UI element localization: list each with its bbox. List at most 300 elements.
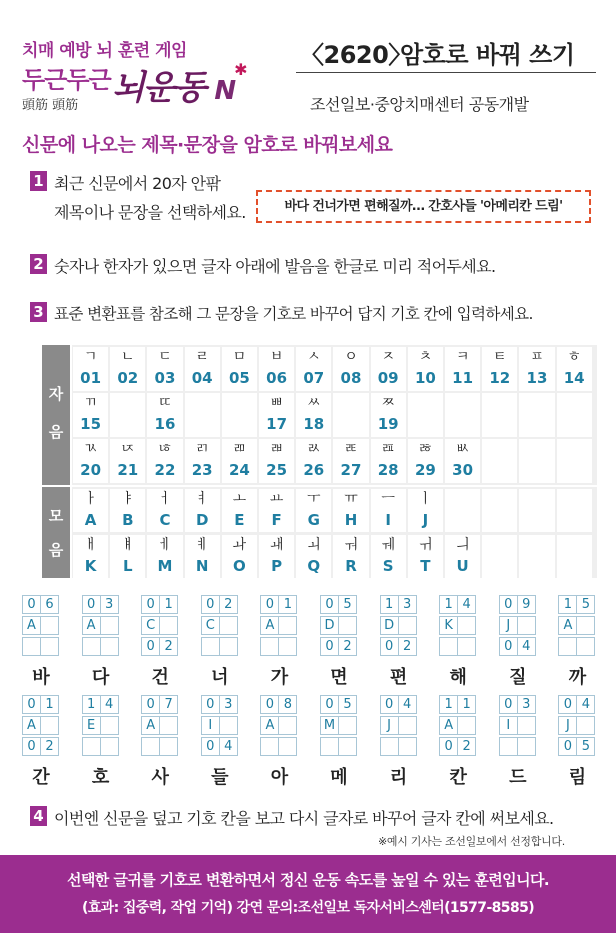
code-input-box[interactable]: J: [380, 716, 399, 735]
vowel-code: P: [271, 557, 283, 575]
answer-column: [141, 693, 179, 788]
code-input-box[interactable]: 1: [82, 695, 101, 714]
code-input-box[interactable]: [457, 637, 476, 656]
code-input-box[interactable]: 4: [398, 695, 417, 714]
code-input-box[interactable]: J: [558, 716, 577, 735]
code-input-box[interactable]: [159, 616, 178, 635]
brand-logo-main-text: 뇌운동: [112, 68, 205, 108]
consonant-code: 10: [414, 369, 436, 387]
code-input-box[interactable]: 6: [40, 595, 59, 614]
vowel-jamo: ㅠ: [344, 491, 358, 507]
code-input-box[interactable]: M: [320, 716, 339, 735]
code-input-box[interactable]: 0: [380, 695, 399, 714]
code-input-box[interactable]: 0: [320, 695, 339, 714]
step-1-line1: 최근 신문에서 20자 안팎: [54, 174, 221, 193]
consonant-code: 08: [340, 369, 362, 387]
code-box-row: [439, 716, 476, 735]
consonant-jamo: [110, 393, 145, 413]
code-input-box[interactable]: [439, 637, 458, 656]
answer-column: [320, 593, 358, 688]
code-input-box[interactable]: [320, 737, 339, 756]
code-input-box[interactable]: 4: [576, 695, 595, 714]
consonant-code: [408, 413, 443, 435]
consonant-code: 11: [452, 369, 474, 387]
code-input-box[interactable]: 0: [439, 737, 458, 756]
vowel-code: S: [382, 557, 394, 575]
code-box-row: [22, 716, 59, 735]
code-input-box[interactable]: A: [260, 616, 279, 635]
consonant-code: [557, 459, 592, 481]
code-box-row: [82, 737, 119, 756]
vowel-jamo: ㅗ: [232, 491, 247, 507]
consonant-jamo: ㅀ: [418, 441, 433, 457]
step-1-number: 1: [30, 171, 47, 191]
code-input-box[interactable]: [40, 616, 59, 635]
code-input-box[interactable]: 1: [439, 595, 458, 614]
puzzle-title: 암호로 바꿔 쓰기: [400, 41, 575, 69]
code-input-box[interactable]: 1: [278, 595, 297, 614]
code-input-box[interactable]: 0: [22, 695, 41, 714]
consonant-jamo: [557, 393, 592, 413]
code-box-row: [439, 616, 476, 635]
code-input-box[interactable]: 0: [558, 737, 577, 756]
answer-character: 질: [509, 667, 527, 688]
code-box-row: [201, 595, 238, 614]
vowel-code: [519, 509, 554, 531]
answer-character: 아: [270, 767, 289, 788]
code-input-box[interactable]: [278, 637, 297, 656]
vowel-jamo: [445, 489, 480, 509]
code-input-box[interactable]: A: [22, 716, 41, 735]
code-box-row: [141, 637, 178, 656]
code-input-box[interactable]: [40, 637, 59, 656]
code-input-box[interactable]: 1: [558, 595, 577, 614]
consonant-code: 16: [154, 415, 176, 433]
code-box-row: [558, 637, 595, 656]
answer-character: 간: [32, 767, 50, 788]
consonant-code: 04: [191, 369, 213, 387]
consonant-jamo: ㅁ: [232, 349, 247, 365]
code-input-box[interactable]: [40, 716, 59, 735]
code-input-box[interactable]: [517, 737, 536, 756]
code-input-box[interactable]: [278, 737, 297, 756]
code-input-box[interactable]: 1: [40, 695, 59, 714]
code-box-row: [201, 616, 238, 635]
vowel-code: J: [422, 511, 429, 529]
vowel-label-1: 모: [48, 507, 64, 525]
vowel-code: D: [195, 511, 209, 529]
code-input-box[interactable]: 4: [517, 637, 536, 656]
code-input-box[interactable]: [398, 737, 417, 756]
header: [0, 0, 616, 128]
vowel-jamo: [482, 535, 517, 555]
code-input-box[interactable]: [219, 616, 238, 635]
vowel-code: N: [195, 557, 209, 575]
vowel-jamo: ㅚ: [307, 537, 321, 553]
consonant-label-2: 음: [48, 423, 64, 441]
code-input-box[interactable]: 2: [457, 737, 476, 756]
code-input-box[interactable]: 2: [40, 737, 59, 756]
code-input-box[interactable]: 0: [320, 595, 339, 614]
vowel-code: A: [84, 511, 97, 529]
code-input-box[interactable]: 0: [141, 695, 160, 714]
code-input-box[interactable]: [219, 716, 238, 735]
consonant-jamo: [185, 393, 220, 413]
code-box-row: [558, 616, 595, 635]
code-input-box[interactable]: 0: [380, 637, 399, 656]
consonant-jamo: ㅈ: [381, 349, 395, 365]
vowel-code: [519, 555, 554, 577]
code-input-box[interactable]: 5: [576, 595, 595, 614]
consonant-code: [482, 459, 517, 481]
vowel-code: U: [456, 557, 469, 575]
code-input-box[interactable]: [159, 737, 178, 756]
vowel-code: E: [234, 511, 245, 529]
code-input-box[interactable]: 2: [159, 637, 178, 656]
code-input-box[interactable]: 0: [558, 695, 577, 714]
vowel-jamo: ㅜ: [307, 491, 321, 507]
answer-character: 들: [211, 767, 229, 788]
code-box-row: [380, 637, 417, 656]
code-input-box[interactable]: [338, 716, 357, 735]
code-input-box[interactable]: C: [201, 616, 220, 635]
step-3-number: 3: [30, 302, 47, 322]
consonant-jamo: ㄺ: [195, 441, 209, 457]
consonant-code: 09: [377, 369, 399, 387]
code-input-box[interactable]: 5: [338, 695, 357, 714]
consonant-code: 26: [303, 461, 325, 479]
consonant-code: [519, 459, 554, 481]
code-input-box[interactable]: 0: [201, 737, 220, 756]
code-input-box[interactable]: 5: [338, 595, 357, 614]
code-box-row: [380, 595, 417, 614]
code-input-box[interactable]: [219, 637, 238, 656]
code-input-box[interactable]: 0: [320, 637, 339, 656]
consonant-code: 13: [526, 369, 548, 387]
code-input-box[interactable]: [398, 616, 417, 635]
consonant-jamo: ㅍ: [530, 349, 544, 365]
vowel-jamo: ㅟ: [418, 537, 433, 553]
code-box-row: [141, 616, 178, 635]
consonant-code: 30: [452, 461, 474, 479]
brand-logo-hanja: 頭筋 頭筋: [22, 98, 79, 113]
code-box-row: [320, 637, 357, 656]
code-input-box[interactable]: 0: [499, 695, 518, 714]
code-input-box[interactable]: [517, 616, 536, 635]
code-input-box[interactable]: 8: [278, 695, 297, 714]
code-input-box[interactable]: 2: [338, 637, 357, 656]
code-input-box[interactable]: A: [439, 716, 458, 735]
consonant-jamo: ㅂ: [269, 349, 284, 365]
vowel-code: [482, 555, 517, 577]
answer-column: [380, 593, 418, 688]
vowel-code: C: [159, 511, 171, 529]
code-input-box[interactable]: 2: [219, 595, 238, 614]
answer-column: [82, 693, 120, 788]
code-box-row: [499, 695, 536, 714]
answer-character: 다: [91, 667, 110, 688]
code-input-box[interactable]: [278, 716, 297, 735]
answer-column: [558, 693, 596, 788]
code-box-row: [320, 716, 357, 735]
code-box-row: [22, 695, 59, 714]
code-box-row: [260, 616, 297, 635]
vowel-code: M: [157, 557, 173, 575]
code-input-box[interactable]: [576, 716, 595, 735]
code-box-row: [141, 716, 178, 735]
vowel-jamo: [557, 489, 592, 509]
code-input-box[interactable]: 0: [141, 637, 160, 656]
code-box-row: [201, 637, 238, 656]
consonant-code: [110, 413, 145, 435]
code-input-box[interactable]: [576, 637, 595, 656]
answer-column: [22, 693, 60, 788]
code-input-box[interactable]: 2: [398, 637, 417, 656]
code-input-box[interactable]: A: [22, 616, 41, 635]
sparkle-icon: ✱: [234, 60, 246, 79]
answer-character: 바: [32, 667, 50, 688]
footer-line-2: (효과: 집중력, 작업 기억) 강연 문의:조선일보 독자서비스센터(1577-8585): [81, 900, 535, 916]
consonant-jamo: ㅅ: [307, 349, 321, 365]
consonant-jamo: ㄲ: [83, 395, 98, 411]
answer-column: [439, 693, 477, 788]
code-box-row: [380, 737, 417, 756]
code-input-box[interactable]: 3: [517, 695, 536, 714]
code-input-box[interactable]: [457, 716, 476, 735]
consonant-jamo: [519, 439, 554, 459]
code-box-row: [380, 616, 417, 635]
code-input-box[interactable]: [576, 616, 595, 635]
code-input-box[interactable]: [201, 637, 220, 656]
code-input-box[interactable]: [260, 737, 279, 756]
code-input-box[interactable]: 1: [457, 695, 476, 714]
code-input-box[interactable]: A: [141, 716, 160, 735]
consonant-code: [333, 413, 368, 435]
code-input-box[interactable]: I: [201, 716, 220, 735]
code-input-box[interactable]: [517, 716, 536, 735]
code-box-row: [141, 737, 178, 756]
vowel-jamo: ㅣ: [418, 491, 433, 507]
code-box-row: [320, 616, 357, 635]
brand-tagline: 치매 예방 뇌 훈련 게임: [22, 41, 187, 61]
consonant-jamo: [445, 393, 480, 413]
answer-character: 림: [568, 767, 587, 788]
vowel-jamo: [519, 535, 554, 555]
consonant-jamo: [557, 439, 592, 459]
code-input-box[interactable]: A: [558, 616, 577, 635]
consonant-jamo: ㄵ: [121, 441, 135, 457]
code-input-box[interactable]: 3: [398, 595, 417, 614]
code-input-box[interactable]: K: [439, 616, 458, 635]
code-input-box[interactable]: [499, 737, 518, 756]
vowel-jamo: [557, 535, 592, 555]
code-input-box[interactable]: [260, 637, 279, 656]
code-input-box[interactable]: [141, 737, 160, 756]
code-box-row: [499, 637, 536, 656]
consonant-code: 25: [266, 461, 288, 479]
consonant-code: [222, 413, 257, 435]
code-input-box[interactable]: 0: [82, 595, 101, 614]
code-input-box[interactable]: [82, 737, 101, 756]
code-input-box[interactable]: 0: [141, 595, 160, 614]
code-input-box[interactable]: 3: [219, 695, 238, 714]
code-input-box[interactable]: [22, 637, 41, 656]
consonant-code: 24: [228, 461, 250, 479]
answer-column: [499, 693, 537, 788]
code-input-box[interactable]: [380, 737, 399, 756]
vowel-code: L: [123, 557, 133, 575]
code-box-row: [82, 637, 119, 656]
vowel-jamo: ㅖ: [195, 537, 209, 553]
code-input-box[interactable]: 0: [22, 595, 41, 614]
code-box-row: [558, 595, 595, 614]
consonant-jamo: ㄾ: [344, 441, 358, 457]
code-input-box[interactable]: A: [260, 716, 279, 735]
consonant-jamo: ㅆ: [307, 395, 321, 411]
consonant-code: 20: [80, 461, 102, 479]
code-input-box[interactable]: 0: [260, 595, 279, 614]
consonant-code: [185, 413, 220, 435]
code-box-row: [260, 695, 297, 714]
consonant-code: 06: [266, 369, 288, 387]
code-input-box[interactable]: [100, 637, 119, 656]
code-input-box[interactable]: 1: [159, 595, 178, 614]
code-box-row: [499, 595, 536, 614]
consonant-jamo: ㄷ: [158, 349, 172, 365]
answer-column: [201, 693, 239, 788]
conversion-table: [42, 345, 597, 578]
code-input-box[interactable]: [278, 616, 297, 635]
consonant-code: 19: [377, 415, 399, 433]
vowel-jamo: ㅕ: [195, 491, 209, 507]
code-input-box[interactable]: [159, 716, 178, 735]
consonant-code: 02: [117, 369, 139, 387]
code-input-box[interactable]: 4: [100, 695, 119, 714]
consonant-code: 15: [80, 415, 102, 433]
consonant-code: 01: [80, 369, 102, 387]
code-input-box[interactable]: 4: [219, 737, 238, 756]
consonant-jamo: ㅌ: [493, 349, 507, 365]
code-box-row: [558, 695, 595, 714]
code-box-row: [499, 716, 536, 735]
step-4-number: 4: [30, 806, 47, 826]
vowel-jamo: ㅒ: [121, 537, 135, 553]
consonant-code: [445, 413, 480, 435]
code-box-row: [82, 716, 119, 735]
consonant-code: 27: [340, 461, 362, 479]
code-input-box[interactable]: 3: [100, 595, 119, 614]
answer-character: 메: [330, 767, 348, 788]
answer-character: 건: [151, 667, 169, 688]
code-box-row: [439, 595, 476, 614]
code-input-box[interactable]: 1: [380, 595, 399, 614]
code-input-box[interactable]: 0: [201, 595, 220, 614]
code-input-box[interactable]: [457, 616, 476, 635]
code-input-box[interactable]: D: [320, 616, 339, 635]
code-input-box[interactable]: E: [82, 716, 101, 735]
code-box-row: [82, 695, 119, 714]
consonant-jamo: ㄼ: [269, 441, 284, 457]
code-box-row: [558, 737, 595, 756]
vowel-code: B: [122, 511, 134, 529]
consonant-jamo: ㄱ: [83, 349, 98, 365]
code-input-box[interactable]: J: [499, 616, 518, 635]
code-input-box[interactable]: D: [380, 616, 399, 635]
vowel-code: [557, 555, 592, 577]
vowel-code: I: [385, 511, 391, 529]
code-input-box[interactable]: 4: [457, 595, 476, 614]
code-input-box[interactable]: 0: [499, 595, 518, 614]
code-input-box[interactable]: 0: [499, 637, 518, 656]
code-input-box[interactable]: [100, 716, 119, 735]
answer-column: [201, 593, 239, 688]
code-input-box[interactable]: 0: [201, 695, 220, 714]
code-input-box[interactable]: 0: [22, 737, 41, 756]
code-input-box[interactable]: 1: [439, 695, 458, 714]
vowel-jamo: ㅡ: [381, 491, 395, 507]
code-box-row: [260, 595, 297, 614]
vowel-jamo: ㅞ: [381, 537, 395, 553]
consonant-jamo: ㅋ: [455, 349, 470, 365]
brand-logo-main: [112, 60, 246, 109]
code-input-box[interactable]: [338, 737, 357, 756]
code-box-row: [260, 716, 297, 735]
consonant-code: 05: [228, 369, 250, 387]
table-cells: [72, 345, 597, 578]
step-1-line2: 제목이나 문장을 선택하세요.: [54, 203, 246, 222]
code-box-row: [201, 737, 238, 756]
step-4-text: 이번엔 신문을 덮고 기호 칸을 보고 다시 글자로 바꾸어 글자 칸에 써보세요.: [54, 809, 554, 828]
code-input-box[interactable]: C: [141, 616, 160, 635]
code-input-box[interactable]: I: [499, 716, 518, 735]
code-box-row: [499, 737, 536, 756]
consonant-code: 12: [489, 369, 511, 387]
consonant-jamo: ㅇ: [344, 349, 358, 365]
code-input-box[interactable]: [82, 637, 101, 656]
code-input-box[interactable]: 0: [260, 695, 279, 714]
vowel-code: H: [344, 511, 358, 529]
code-input-box[interactable]: 7: [159, 695, 178, 714]
consonant-code: 23: [191, 461, 213, 479]
answer-column: [141, 593, 179, 688]
code-input-box[interactable]: [100, 737, 119, 756]
answer-area: [22, 593, 597, 793]
vowel-jamo: ㅓ: [158, 491, 172, 507]
code-input-box[interactable]: [558, 637, 577, 656]
answer-character: 편: [389, 667, 408, 688]
consonant-jamo: [519, 393, 554, 413]
vowel-code: [482, 509, 517, 531]
answer-character: 해: [449, 667, 467, 688]
consonant-jamo: ㅃ: [269, 395, 284, 411]
code-input-box[interactable]: A: [82, 616, 101, 635]
code-input-box[interactable]: 9: [517, 595, 536, 614]
answer-character: 리: [389, 767, 408, 788]
code-input-box[interactable]: 5: [576, 737, 595, 756]
consonant-jamo: ㄽ: [307, 441, 321, 457]
code-box-row: [558, 716, 595, 735]
code-input-box[interactable]: [398, 716, 417, 735]
code-box-row: [22, 737, 59, 756]
vowel-label-2: 음: [48, 541, 64, 559]
footer-line-1: 선택한 글귀를 기호로 변환하면서 정신 운동 속도를 높일 수 있는 훈련입니다.: [67, 871, 549, 889]
answer-column: [558, 593, 596, 688]
vowel-code: F: [271, 511, 282, 529]
code-input-box[interactable]: [100, 616, 119, 635]
code-input-box[interactable]: [338, 616, 357, 635]
vowel-code: G: [307, 511, 320, 529]
answer-character: 호: [91, 767, 110, 788]
